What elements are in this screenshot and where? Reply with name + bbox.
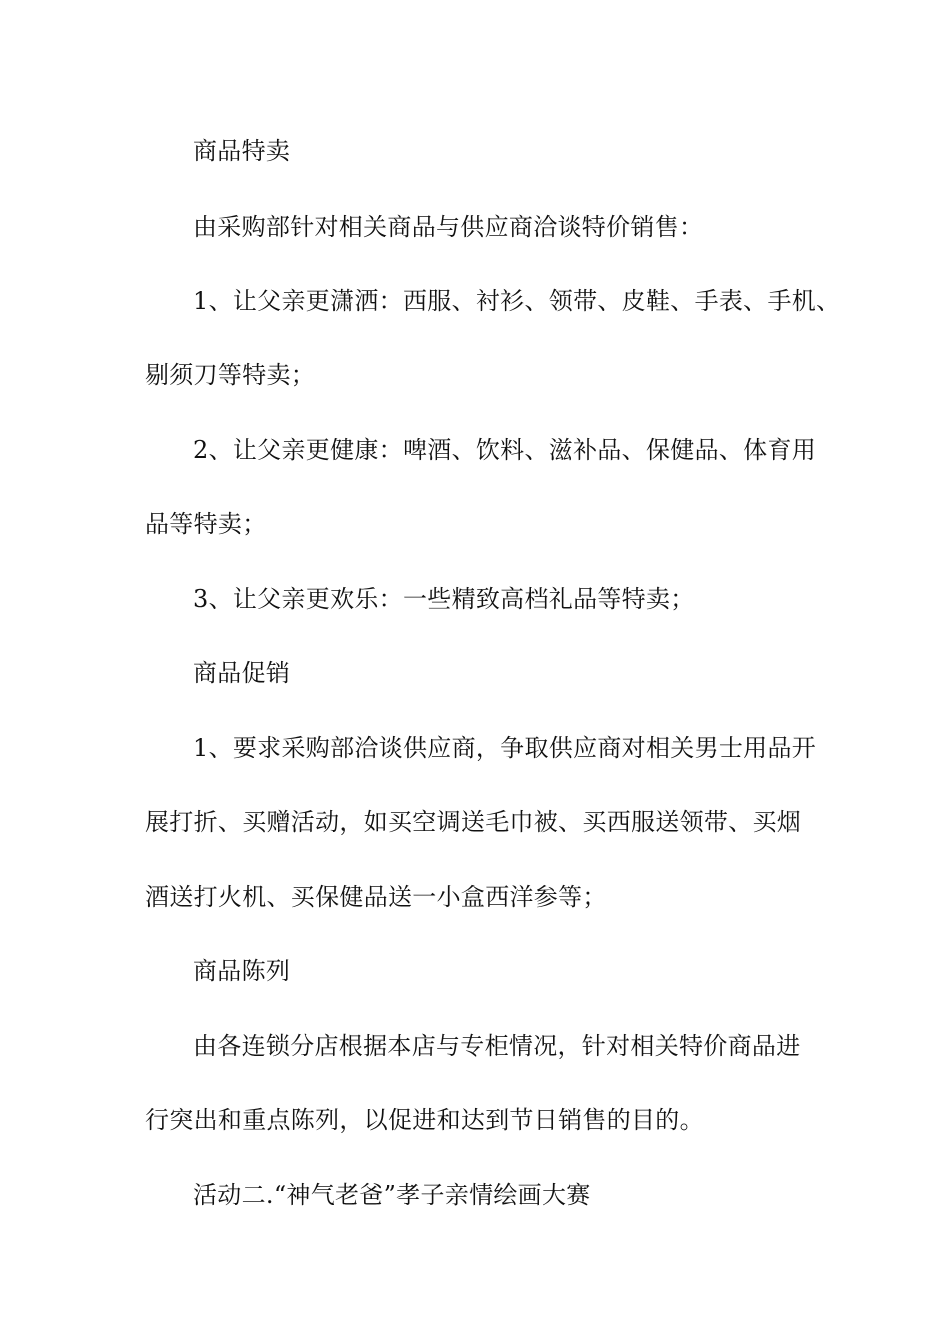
section-heading-display: 商品陈列 (193, 957, 291, 985)
section-heading-special-sale: 商品特卖 (193, 137, 291, 165)
section-heading-activity-two: 活动二.“神气老爸”孝子亲情绘画大赛 (193, 1181, 591, 1209)
paragraph-item-1: 1、让父亲更潇洒：西服、衬衫、领带、皮鞋、手表、手机、 (193, 287, 841, 315)
paragraph-promotion-line-1: 1、要求采购部洽谈供应商，争取供应商对相关男士用品开 (193, 734, 817, 762)
paragraph-promotion-line-3: 酒送打火机、买保健品送一小盒西洋参等； (145, 883, 607, 911)
paragraph-display-line-2: 行突出和重点陈列，以促进和达到节日销售的目的。 (145, 1106, 704, 1134)
paragraph-item-1-continued: 剔须刀等特卖； (145, 361, 316, 389)
paragraph-display-line-1: 由各连锁分店根据本店与专柜情况，针对相关特价商品进 (193, 1032, 801, 1060)
paragraph-promotion-line-2: 展打折、买赠活动，如买空调送毛巾被、买西服送领带、买烟 (145, 808, 802, 836)
paragraph-item-2: 2、让父亲更健康：啤酒、饮料、滋补品、保健品、体育用 (193, 436, 817, 464)
section-heading-promotion: 商品促销 (193, 659, 291, 687)
paragraph-item-3: 3、让父亲更欢乐：一些精致高档礼品等特卖； (193, 585, 695, 613)
paragraph-special-sale-intro: 由采购部针对相关商品与供应商洽谈特价销售： (193, 213, 704, 241)
paragraph-item-2-continued: 品等特卖； (145, 510, 267, 538)
